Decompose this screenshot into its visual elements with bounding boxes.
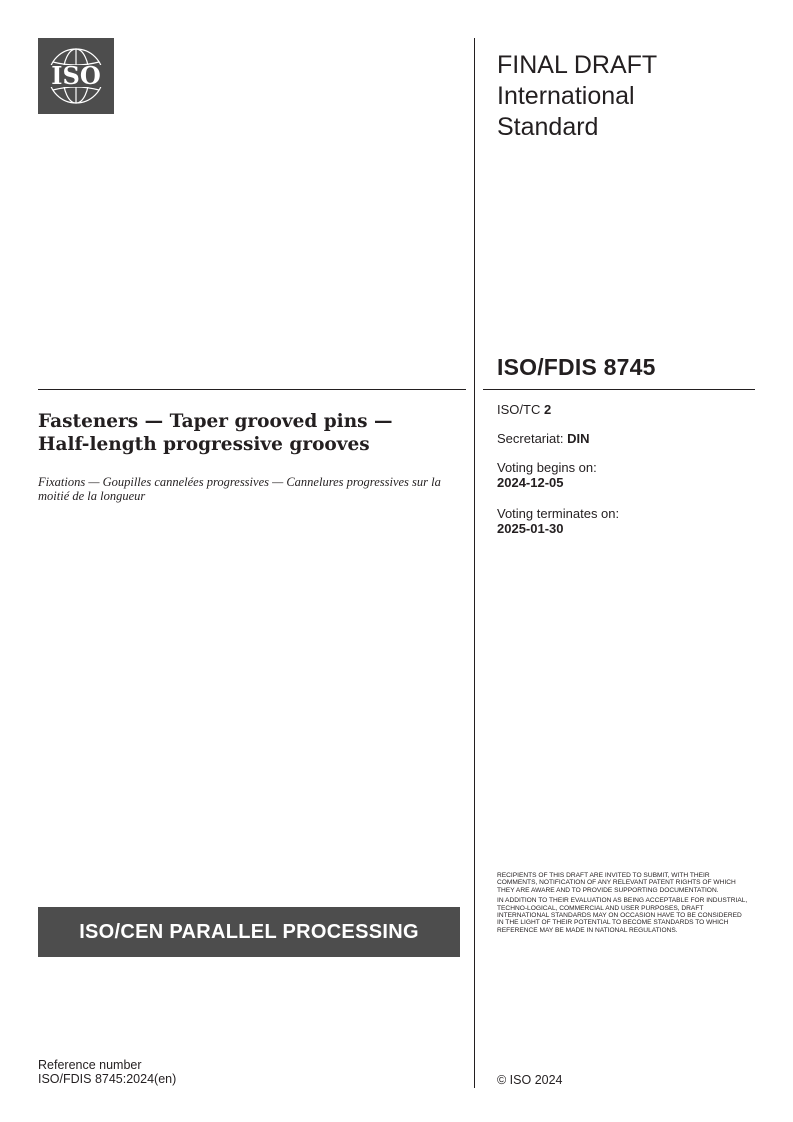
horizontal-divider-right bbox=[483, 389, 755, 390]
notice-paragraph-2: IN ADDITION TO THEIR EVALUATION AS BEING ACCEPTABLE FOR INDUSTRIAL, TECHNO-LOGICAL, COMMERCIAL AND USER PURPOSES, DRAFT INTERNATIONAL STANDARDS MAY ON OCCASION HAVE TO BE CONSIDERED IN THE LIGHT OF THEIR POTENTIAL TO BECOME STANDARDS TO WHICH REFERENCE MAY BE MADE IN NATIONAL REGULATIONS. bbox=[497, 897, 748, 934]
title-line-2: Half-length progressive grooves bbox=[38, 434, 370, 455]
title-english bbox=[38, 410, 458, 456]
notice-paragraph-1: RECIPIENTS OF THIS DRAFT ARE INVITED TO SUBMIT, WITH THEIR COMMENTS, NOTIFICATION OF ANY RELEVANT PATENT RIGHTS OF WHICH THEY ARE AWARE AND TO PROVIDE SUPPORTING DOCUMENTATION. bbox=[497, 872, 736, 894]
title-french: Fixations — Goupilles cannelées progressives — Cannelures progressives sur la moitié de la longueur bbox=[38, 475, 441, 503]
document-number: ISO/FDIS 8745 bbox=[497, 354, 656, 380]
title-line-1: Fasteners — Taper grooved pins — bbox=[38, 411, 393, 432]
reference-label: Reference number bbox=[38, 1058, 142, 1072]
vertical-divider bbox=[474, 38, 475, 1088]
stage-line-1: FINAL DRAFT bbox=[497, 51, 658, 79]
voting-begins-label: Voting begins on: bbox=[497, 460, 597, 475]
secretariat-value: DIN bbox=[567, 431, 590, 446]
reference-number bbox=[38, 1059, 176, 1086]
voting-terminates-date: 2025-01-30 bbox=[497, 521, 564, 536]
voting-begins-date: 2024-12-05 bbox=[497, 475, 564, 490]
globe-icon bbox=[38, 38, 114, 114]
secretariat bbox=[497, 431, 589, 446]
stage-line-2: International bbox=[497, 82, 635, 110]
reference-value: ISO/FDIS 8745:2024(en) bbox=[38, 1071, 177, 1086]
voting-begins bbox=[497, 460, 597, 490]
iso-logo bbox=[38, 38, 114, 114]
technical-committee bbox=[497, 402, 551, 417]
tc-label: ISO/TC bbox=[497, 402, 544, 417]
logo-text: ISO bbox=[51, 61, 101, 90]
parallel-processing-banner bbox=[38, 907, 460, 957]
copyright-notice: © ISO 2024 bbox=[497, 1073, 563, 1087]
stage-line-3: Standard bbox=[497, 113, 599, 141]
horizontal-divider-left bbox=[38, 389, 466, 390]
voting-terminates bbox=[497, 506, 619, 536]
recipient-notice bbox=[497, 872, 749, 937]
secretariat-label: Secretariat: bbox=[497, 431, 568, 446]
voting-terminates-label: Voting terminates on: bbox=[497, 506, 620, 521]
banner-text: ISO/CEN PARALLEL PROCESSING bbox=[79, 920, 419, 943]
document-stage bbox=[497, 50, 757, 143]
tc-value: 2 bbox=[543, 402, 552, 417]
